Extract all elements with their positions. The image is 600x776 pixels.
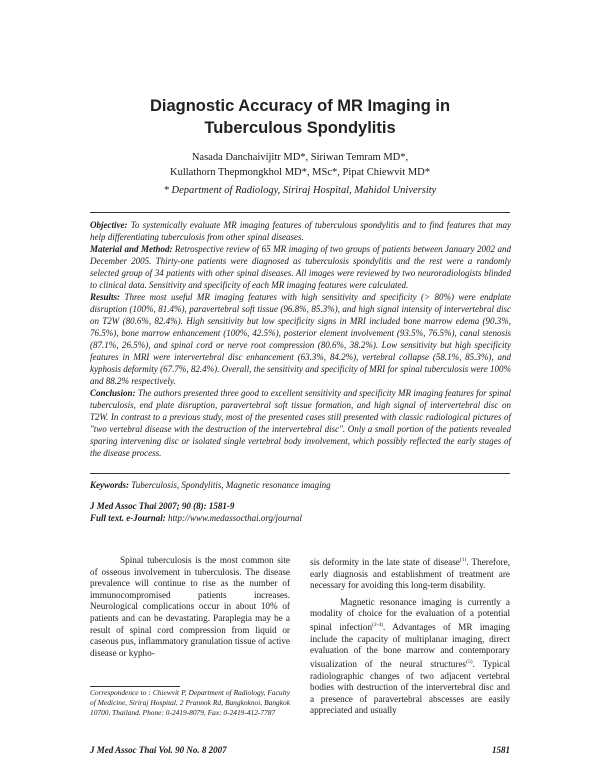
reference-marker: (5)	[466, 658, 473, 665]
fulltext-line	[90, 512, 510, 524]
authors-line-2: Kullathorn Thepmongkhol MD*, MSc*, Pipat Chiewvit MD*	[170, 167, 430, 178]
abstract-method	[90, 243, 511, 291]
citation-block	[90, 500, 510, 524]
fulltext-link[interactable]: http://www.medassocthai.org/journal	[165, 513, 303, 523]
paper-title	[0, 95, 600, 139]
citation-text: J Med Assoc Thai 2007; 90 (8): 1581-9	[90, 501, 235, 511]
abstract-bottom-rule	[90, 473, 510, 474]
abstract-conclusion	[90, 387, 511, 459]
body-paragraph	[310, 555, 510, 592]
keywords	[90, 480, 510, 490]
correspondence-footnote: Correspondence to : Chiewvit P, Department of Radiology, Faculty of Medicine, Siriraj Hospital, 2 Prannok Rd, Bangkoknoi, Bangkok 10700, Thailand. Phone: 0-2419-8079, Fax: 0-2419-412-7787	[90, 688, 290, 717]
abstract-objective	[90, 219, 511, 243]
body-column-right	[310, 555, 510, 717]
body-column-left	[90, 555, 290, 659]
footnote-rule	[90, 686, 180, 687]
reference-marker: (2-4)	[372, 622, 384, 629]
method-label: Material and Method:	[90, 244, 173, 254]
citation	[90, 500, 510, 512]
body-paragraph: Spinal tuberculosis is the most common site of osseous involvement in tuberculosis. The disease prevalence will continue to rise as the number of immunocompromised patients increases. Neurological complications occur in about 10% of patients and can be devastating. Paraplegia may be a result of spinal cord compression from liquid or caseous pus, inflammatory granulation tissue of active disease or kypho-	[90, 555, 290, 658]
body-text: sis deformity in the late state of disease	[310, 557, 460, 568]
abstract-results	[90, 291, 511, 387]
body-text: . Therefore, early diagnosis and establishment of treatment are necessary for avoiding this long-term disability.	[310, 557, 510, 591]
keywords-label: Keywords:	[90, 480, 129, 490]
affiliation: * Department of Radiology, Siriraj Hospital, Mahidol University	[163, 185, 437, 196]
keywords-text: Tuberculosis, Spondylitis, Magnetic resonance imaging	[129, 480, 331, 490]
method-text: Retrospective review of 65 MR imaging of two groups of patients between January 2002 and December 2005. Thirty-one patients were diagnosed as tuberculosis spondylitis and the rest were a randomly selected group of 34 patients with other spinal diseases. All images were reviewed by two neuroradiologists blinded to clinical data. Sensitivity and specificity of each MR imaging features were calculated.	[90, 244, 511, 290]
body-paragraph	[310, 597, 510, 717]
body-text: Magnetic resonance imaging is currently a modality of choice for the evaluation of a potential spinal infection	[310, 596, 510, 633]
fulltext-label: Full text. e-Journal:	[90, 513, 166, 523]
abstract-top-rule	[90, 212, 510, 213]
body-text: . Typical radiolographic changes of two adjacent vertebral bodies with destruction of the intervertebral disc and a presence of paravertebral abscesses are easily appreciated and usually	[310, 658, 510, 716]
results-label: Results:	[90, 292, 121, 302]
body-text: . Advantages of MR imaging include the capacity of multiplanar imaging, direct evaluation of the bone marrow and contemporary visualization of the neural structures	[310, 622, 510, 669]
authors-line-1: Nasada Danchaivijitr MD*, Siriwan Temram MD*,	[191, 152, 409, 163]
reference-marker: (1)	[459, 557, 467, 563]
conclusion-text: The authors presented three good to excellent sensitivity and specificity MR imaging features for spinal tuberculosis, end plate disruption, paravertebral soft tissue formation, and high signal of intervertebral disc on T2W. In contrast to a previous study, most of the presented cases still presented with classic radiological pictures of "two vertebral disease with the destruction of the intervertebral disc". Only a small portion of the patients revealed sparing intervening disc or isolated single vertebral body involvement, which possibly reflected the early stages of the disease process.	[90, 388, 511, 458]
page-number: 1581	[492, 745, 510, 755]
objective-label: Objective:	[90, 220, 128, 230]
objective-text: To systemically evaluate MR imaging features of tuberculous spondylitis and to find features that may help differentiating tuberculosis from other spinal diseases.	[90, 220, 511, 242]
running-footer: J Med Assoc Thai Vol. 90 No. 8 2007	[90, 745, 227, 755]
title-line-1: Diagnostic Accuracy of MR Imaging in	[149, 97, 451, 115]
abstract	[90, 219, 511, 459]
author-list	[0, 150, 600, 180]
conclusion-label: Conclusion:	[90, 388, 136, 398]
results-text: Three most useful MR imaging features with high sensitivity and specificity (> 80%) were endplate disruption (100%, 81.4%), paravertebral soft tissue (96.8%, 85.3%), and high signal intensity of intervertebral disc on T2W (80.6%, 82.4%). High sensitivity but low specificity signs in MRI included bone marrow edema (90.3%, 76.5%), bone marrow enhancement (100%, 42.5%), posterior element involvement (93.5%, 76.5%), canal stenosis (87.1%, 26.5%), and spinal cord or nerve root compression (80.6%, 38.2%). Low sensitivity but high specificity features in MRI were intervertebral disc enhancement (63.3%, 84.2%), vertebral collapse (58.1%, 85.3%), and kyphosis deformity (67.7%, 82.4%). Overall, the sensitivity and specificity of MRI for spinal tuberculosis were 100% and 88.2% respectively.	[90, 292, 511, 386]
title-line-2: Tuberculous Spondylitis	[204, 119, 396, 137]
